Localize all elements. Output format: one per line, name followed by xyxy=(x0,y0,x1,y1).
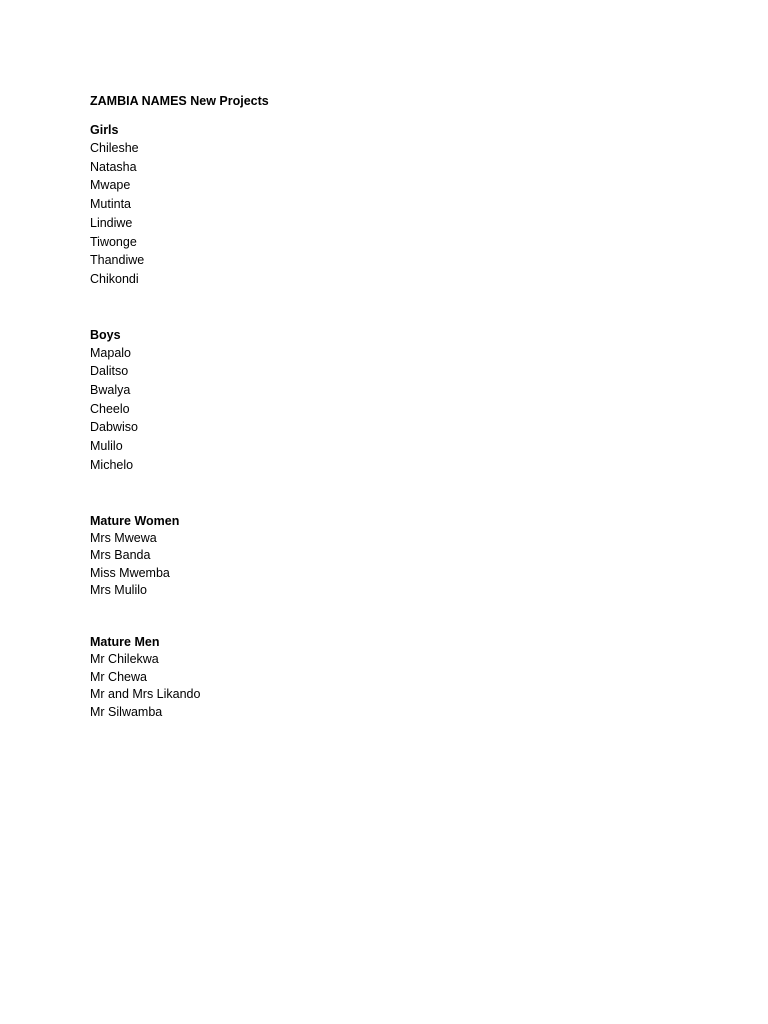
section-heading-girls: Girls xyxy=(90,123,119,137)
list-item: Bwalya xyxy=(90,383,131,398)
list-item: Mr Chewa xyxy=(90,669,147,684)
section-boys xyxy=(90,327,690,475)
list-item: Thandiwe xyxy=(90,253,145,268)
document-page xyxy=(90,93,690,721)
list-item: Lindiwe xyxy=(90,215,133,230)
section-heading-boys: Boys xyxy=(90,327,121,342)
list-item: Chikondi xyxy=(90,271,139,286)
list-item: Chileshe xyxy=(90,141,139,155)
list-item: Michelo xyxy=(90,457,134,472)
list-item: Mwape xyxy=(90,178,131,193)
list-item: Miss Mwemba xyxy=(90,565,170,580)
list-item: Mulilo xyxy=(90,439,123,454)
list-item: Natasha xyxy=(90,159,137,174)
list-item: Mapalo xyxy=(90,345,131,360)
mature-women-name-list xyxy=(90,530,690,600)
list-item: Mutinta xyxy=(90,197,131,212)
list-item: Cheelo xyxy=(90,401,130,416)
section-heading-mature-women: Mature Women xyxy=(90,513,180,528)
section-heading-mature-men: Mature Men xyxy=(90,634,160,649)
mature-men-name-list xyxy=(90,651,690,721)
boys-name-list xyxy=(90,344,690,475)
list-item: Mrs Banda xyxy=(90,548,151,563)
section-girls xyxy=(90,122,690,289)
list-item: Mr Silwamba xyxy=(90,704,163,719)
list-item: Tiwonge xyxy=(90,234,137,249)
list-item: Dabwiso xyxy=(90,420,138,435)
document-title: ZAMBIA NAMES New Projects xyxy=(90,94,269,108)
list-item: Mr and Mrs Likando xyxy=(90,687,201,702)
section-mature-men xyxy=(90,634,690,721)
section-mature-women xyxy=(90,513,690,600)
list-item: Dalitso xyxy=(90,364,129,379)
list-item: Mr Chilekwa xyxy=(90,651,159,666)
list-item: Mrs Mwewa xyxy=(90,530,157,545)
list-item: Mrs Mulilo xyxy=(90,583,147,598)
girls-name-list xyxy=(90,139,690,289)
